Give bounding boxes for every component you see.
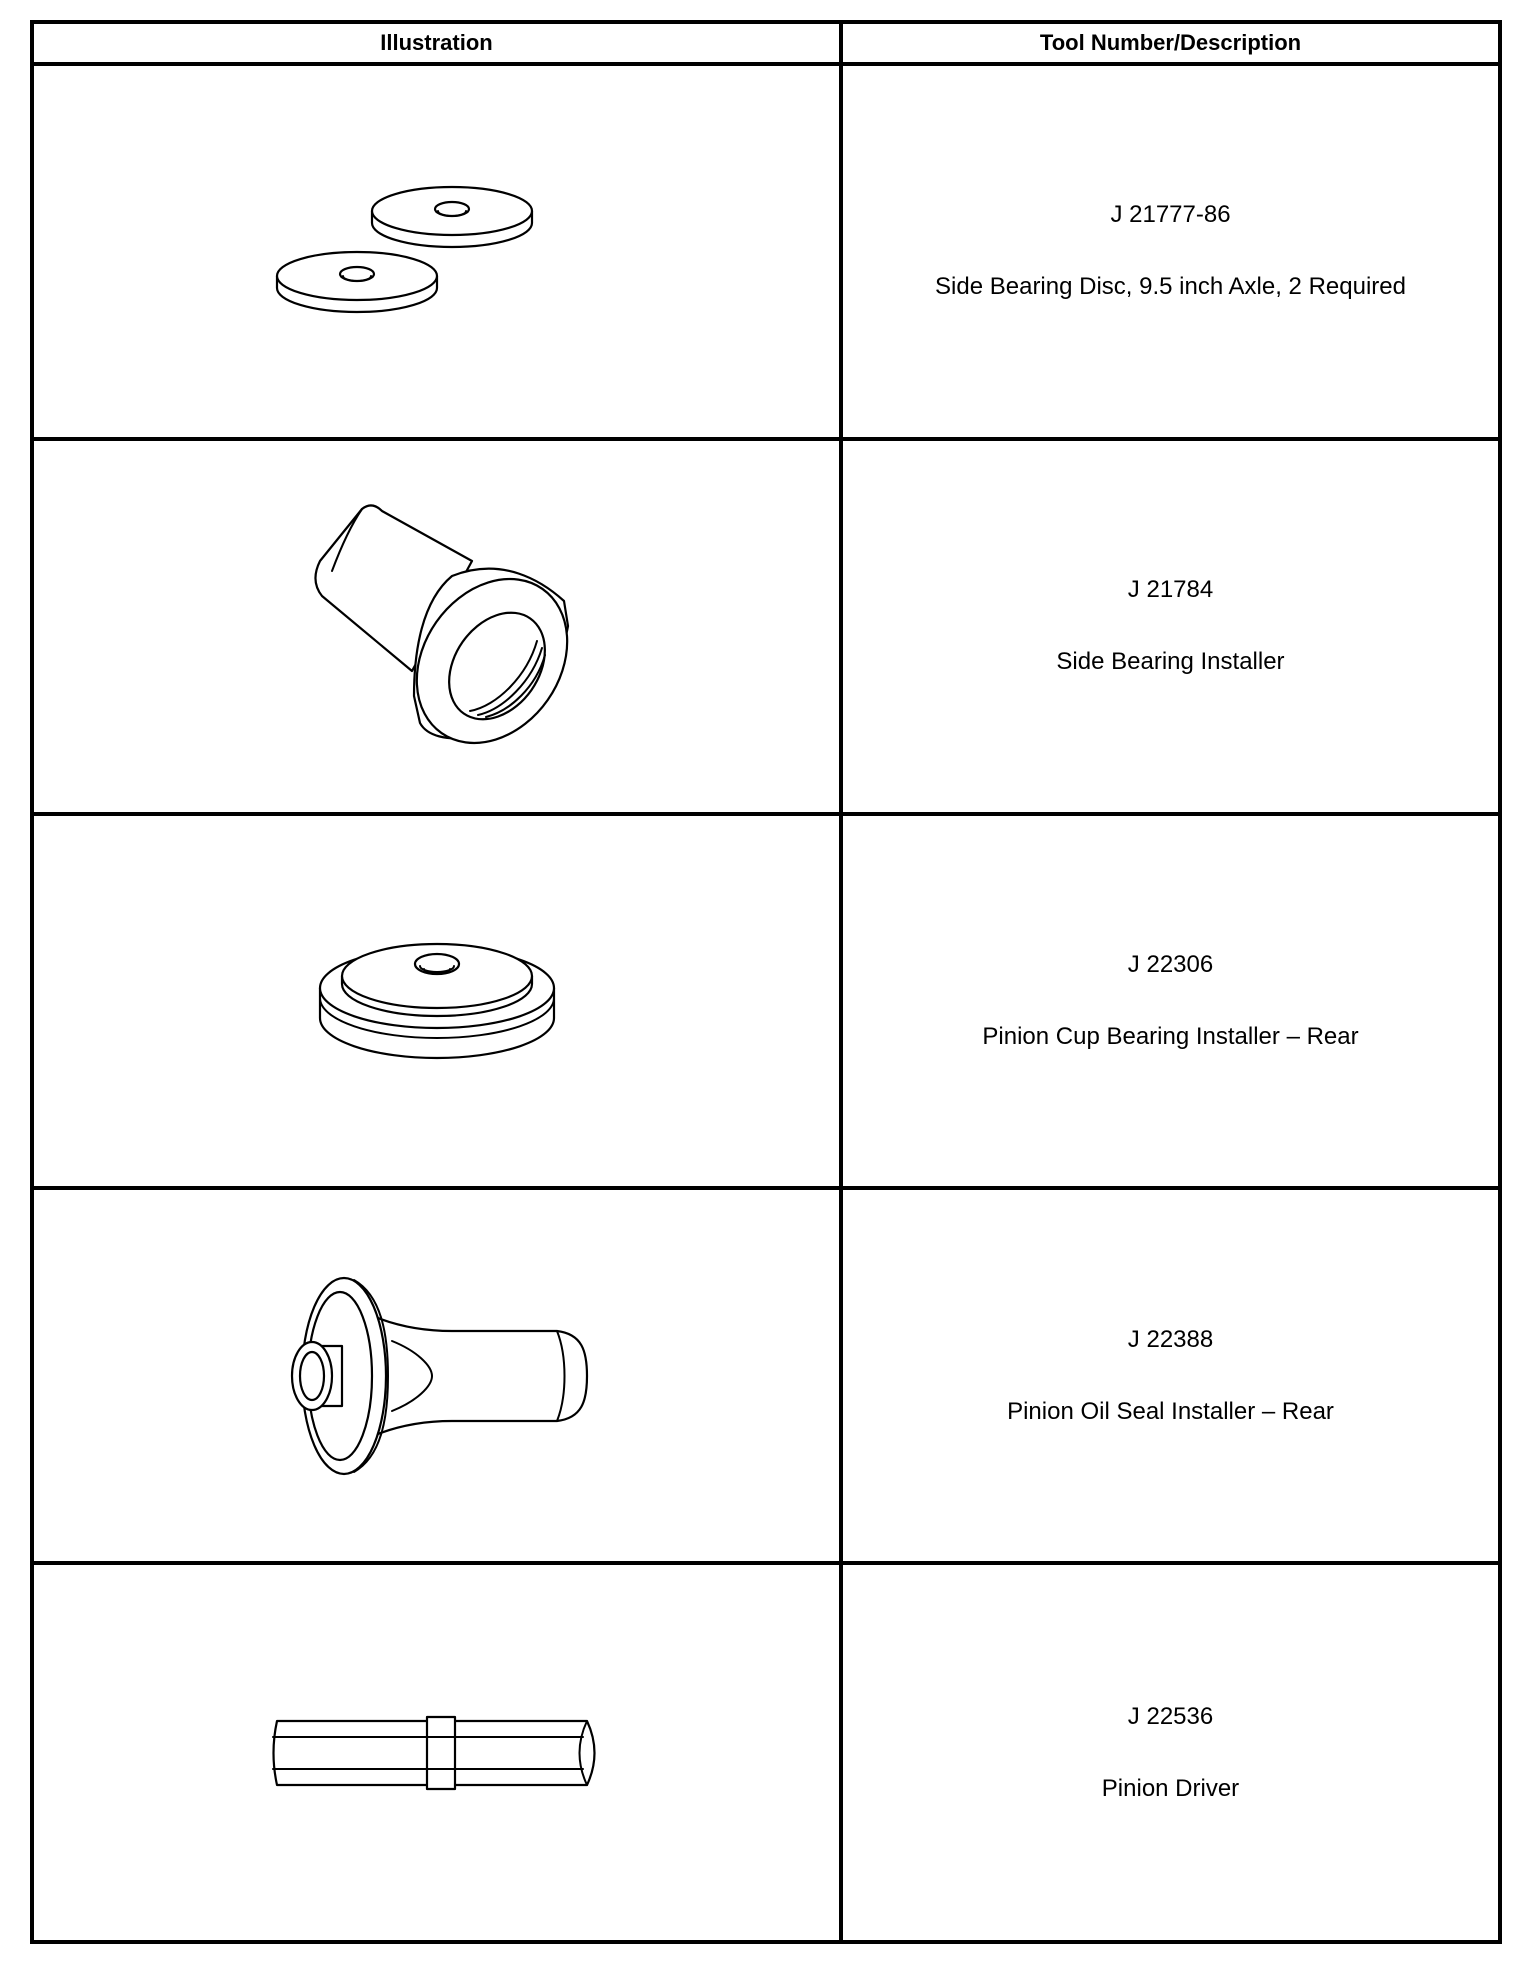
tool-description: Pinion Oil Seal Installer – Rear	[1007, 1397, 1334, 1425]
illustration-cell	[34, 1565, 843, 1940]
tool-number: J 22536	[1127, 1702, 1214, 1730]
illustration-cell	[34, 816, 843, 1191]
tool-table	[30, 20, 1502, 1944]
illustration-cell	[34, 66, 843, 441]
description-cell	[843, 1190, 1498, 1565]
description-cell	[843, 816, 1498, 1191]
tool-number: J 22388	[1127, 1325, 1214, 1353]
tool-description: Pinion Driver	[1101, 1774, 1240, 1802]
side-bearing-installer-illustration	[302, 501, 572, 751]
illustration-cell	[34, 1190, 843, 1565]
tool-description: Side Bearing Disc, 9.5 inch Axle, 2 Required	[935, 273, 1406, 301]
side-bearing-disc-illustration	[272, 166, 602, 336]
pinion-driver-illustration	[267, 1713, 607, 1793]
description-cell	[843, 1565, 1498, 1940]
tool-number: J 21784	[1127, 576, 1214, 604]
pinion-oil-seal-installer-illustration	[282, 1266, 592, 1486]
tool-description: Pinion Cup Bearing Installer – Rear	[982, 1022, 1359, 1050]
tool-number: J 21777-86	[1110, 201, 1231, 229]
tool-number: J 22306	[1127, 950, 1214, 978]
tool-description: Side Bearing Installer	[1056, 648, 1285, 676]
illustration-cell	[34, 441, 843, 816]
description-cell	[843, 441, 1498, 816]
header-tool-number-description: Tool Number/Description	[843, 24, 1498, 66]
pinion-cup-bearing-installer-illustration	[312, 926, 562, 1076]
header-illustration: Illustration	[34, 24, 843, 66]
description-cell	[843, 66, 1498, 441]
